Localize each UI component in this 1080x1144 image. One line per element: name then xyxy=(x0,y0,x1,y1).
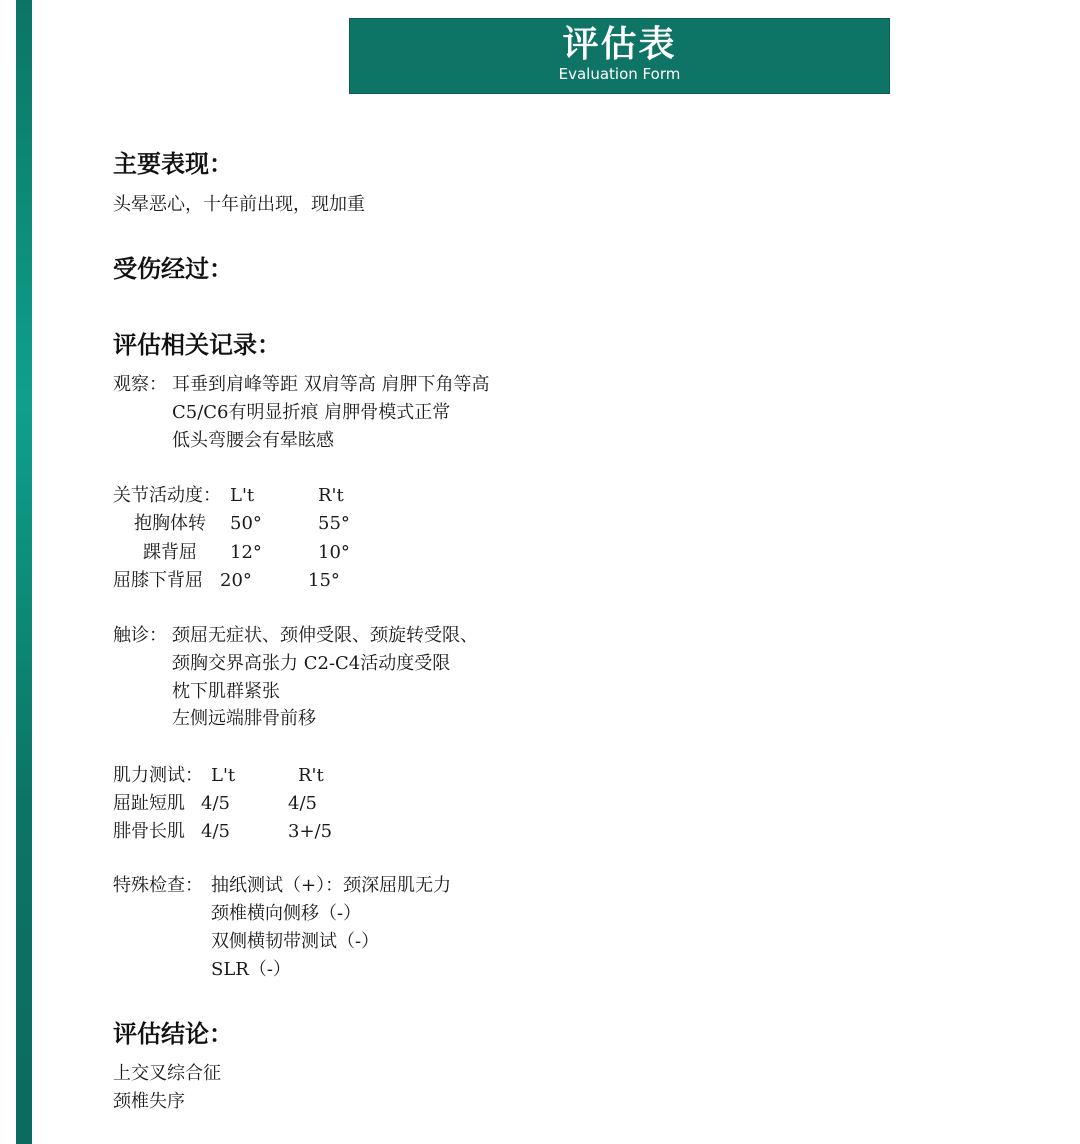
special-test-line: 双侧横韧带测试（-） xyxy=(211,931,380,952)
assessment-heading: 评估相关记录： xyxy=(113,331,281,359)
injury-history-heading: 受伤经过： xyxy=(113,255,233,283)
strength-row-right: 3+/5 xyxy=(288,821,333,842)
strength-row-name: 屈趾短肌 xyxy=(113,793,185,814)
rom-row-right: 55° xyxy=(318,513,350,534)
rom-row-left: 20° xyxy=(220,570,252,591)
left-accent-bar xyxy=(16,0,32,1144)
main-symptoms-text: 头晕恶心，十年前出现，现加重 xyxy=(113,194,365,215)
observation-line: 低头弯腰会有晕眩感 xyxy=(172,430,334,451)
strength-label: 肌力测试： xyxy=(113,765,203,786)
observation-line: C5/C6有明显折痕 肩胛骨模式正常 xyxy=(172,402,451,423)
rom-row-right: 15° xyxy=(308,570,340,591)
strength-col-right: R't xyxy=(298,765,324,786)
palpation-line: 左侧远端腓骨前移 xyxy=(172,708,316,729)
special-tests-label: 特殊检查： xyxy=(113,875,203,896)
observation-line: 耳垂到肩峰等距 双肩等高 肩胛下角等高 xyxy=(172,374,490,395)
form-subtitle: Evaluation Form xyxy=(558,65,681,83)
palpation-label: 触诊： xyxy=(113,625,167,646)
strength-row-right: 4/5 xyxy=(288,793,317,814)
rom-col-right: R't xyxy=(318,485,344,506)
special-test-line: SLR（-） xyxy=(211,959,291,980)
rom-row-right: 10° xyxy=(318,542,350,563)
conclusion-line: 上交叉综合征 xyxy=(113,1063,221,1084)
palpation-line: 颈屈无症状、颈伸受限、颈旋转受限、 xyxy=(172,625,478,646)
rom-row-left: 12° xyxy=(230,542,262,563)
rom-label: 关节活动度： xyxy=(113,485,221,506)
rom-col-left: L't xyxy=(230,485,255,506)
special-test-line: 颈椎横向侧移（-） xyxy=(211,903,362,924)
strength-row-name: 腓骨长肌 xyxy=(113,821,185,842)
strength-row-left: 4/5 xyxy=(201,793,230,814)
rom-row-left: 50° xyxy=(230,513,262,534)
palpation-line: 枕下肌群紧张 xyxy=(172,681,280,702)
rom-row-name: 屈膝下背屈 xyxy=(113,570,203,591)
special-test-line: 抽纸测试（+）：颈深屈肌无力 xyxy=(211,875,452,896)
rom-row-name: 踝背屈 xyxy=(143,542,197,563)
header-banner xyxy=(349,18,890,94)
strength-row-left: 4/5 xyxy=(201,821,230,842)
observation-label: 观察： xyxy=(113,374,167,395)
conclusion-line: 颈椎失序 xyxy=(113,1091,185,1112)
rom-row-name: 抱胸体转 xyxy=(134,513,206,534)
conclusion-heading: 评估结论： xyxy=(113,1020,233,1048)
form-title: 评估表 xyxy=(562,24,677,65)
main-symptoms-heading: 主要表现： xyxy=(113,150,233,178)
palpation-line: 颈胸交界高张力 C2-C4活动度受限 xyxy=(172,653,451,674)
strength-col-left: L't xyxy=(211,765,236,786)
